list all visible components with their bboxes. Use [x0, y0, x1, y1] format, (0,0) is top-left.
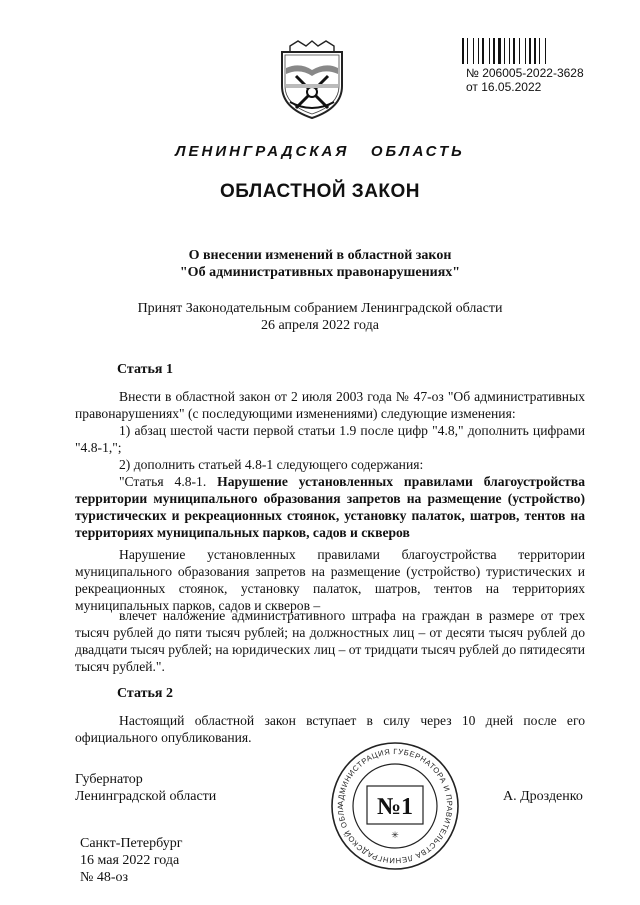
barcode-bar — [513, 38, 515, 64]
adopted-date: 26 апреля 2022 года — [261, 318, 379, 333]
article1-intro: Внести в областной закон от 2 июля 2003 года № 47-оз "Об административных правонарушениях" (с последующими изменениями) следующие изменения: — [75, 389, 585, 421]
barcode-bar — [541, 38, 544, 64]
new-article-title — [75, 473, 585, 541]
law-title-line2: "Об административных правонарушениях" — [179, 265, 461, 280]
region-name: ЛЕНИНГРАДСКАЯ ОБЛАСТЬ — [175, 143, 465, 160]
barcode-bar — [489, 38, 490, 64]
signatory-position-line1: Губернатор — [75, 772, 143, 787]
barcode-bar — [539, 38, 540, 64]
barcode-bar — [482, 38, 484, 64]
barcode-bar — [516, 38, 518, 64]
barcode-bar — [491, 38, 492, 64]
seal-number: №1 — [376, 794, 414, 820]
article1-item1: 1) абзац шестой части первой статьи 1.9 после цифр "4.8," дополнить цифрами "4.8-1,"; — [75, 423, 585, 455]
barcode-bar — [545, 38, 546, 64]
article2-text: Настоящий областной закон вступает в силу через 10 дней после его официального опубликования. — [75, 713, 585, 745]
barcode-bar — [547, 38, 549, 64]
svg-text:✳: ✳ — [391, 830, 399, 840]
barcode-bar — [469, 38, 472, 64]
barcode-bar — [467, 38, 468, 64]
barcode-bar — [496, 38, 497, 64]
barcode-bar — [527, 38, 528, 64]
signatory-position-line2: Ленинградской области — [75, 789, 217, 804]
barcode-bar — [493, 38, 495, 64]
barcode-icon — [462, 38, 558, 64]
barcode-bar — [534, 38, 536, 64]
barcode-bar — [473, 38, 474, 64]
barcode-bar — [475, 38, 477, 64]
registration-date: от 16.05.2022 — [466, 80, 542, 94]
barcode-bar — [521, 38, 524, 64]
barcode-bar — [498, 38, 501, 64]
barcode-bar — [465, 38, 466, 64]
registration-number: № 206005-2022-3628 — [466, 66, 584, 80]
signatory-name: А. Дрозденко — [503, 789, 583, 804]
barcode-bar — [478, 38, 479, 64]
new-article-penalty: влечет наложение административного штрафа на граждан в размере от трех тысяч рублей до пяти тысяч рублей; на должностных лиц – от десяти тысяч рублей до двадцати тысяч рублей; на юридических лиц – от тридцати тысяч рублей до пятидесяти тысяч рублей.". — [75, 608, 585, 674]
barcode-bar — [532, 38, 533, 64]
article2-heading: Статья 2 — [117, 686, 173, 701]
barcode-bar — [509, 38, 510, 64]
barcode-bar — [485, 38, 488, 64]
signing-date: 16 мая 2022 года — [80, 853, 180, 868]
new-article-prefix: "Статья 4.8-1. — [119, 474, 218, 489]
barcode-bar — [504, 38, 505, 64]
new-article-body: Нарушение установленных правилами благоустройства территории муниципального образования запретов на размещение (устройство) туристических и рекреационных стоянок, установку палаток, шатров, тентов на территориях муниципальных парков, садов и скверов – — [75, 547, 585, 613]
barcode-bar — [462, 38, 464, 64]
coat-of-arms-icon — [276, 40, 348, 120]
barcode-bar — [529, 38, 531, 64]
article1-item2: 2) дополнить статьей 4.8-1 следующего содержания: — [119, 457, 424, 472]
barcode-bar — [506, 38, 508, 64]
barcode-bar — [525, 38, 526, 64]
barcode-bar — [480, 38, 481, 64]
new-article-heading: Нарушение установленных правилами благоустройства территории муниципального образования запретов на размещение (устройство) туристических и рекреационных стоянок, установку палаток, шатров, тентов на территориях муниципальных парков, садов и скверов — [75, 474, 585, 540]
barcode-bar — [511, 38, 512, 64]
signing-city: Санкт-Петербург — [80, 836, 183, 851]
article1-heading: Статья 1 — [117, 362, 173, 377]
law-number: № 48-оз — [80, 870, 129, 885]
barcode-bar — [502, 38, 503, 64]
official-seal — [329, 740, 461, 872]
law-title-line1: О внесении изменений в областной закон — [188, 248, 452, 263]
barcode-bar — [519, 38, 520, 64]
seal-ring-text: АДМИНИСТРАЦИЯ ГУБЕРНАТОРА И ПРАВИТЕЛЬСТВА ЛЕНИНГРАДСКОЙ ОБЛА — [335, 746, 455, 866]
document-type: ОБЛАСТНОЙ ЗАКОН — [219, 181, 421, 202]
adopted-line1: Принят Законодательным собранием Ленинградской области — [137, 301, 503, 316]
barcode-bar — [537, 38, 538, 64]
